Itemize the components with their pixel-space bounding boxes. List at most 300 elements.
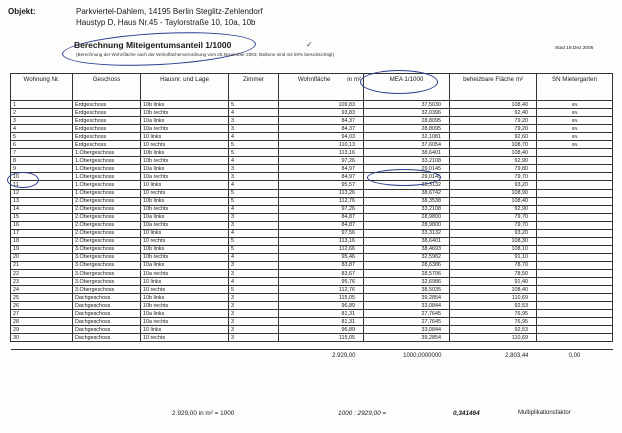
cell-wohnung-nr: 16 [11, 221, 73, 229]
table-row [11, 278, 613, 286]
cell-zimmer: 5 [229, 149, 279, 157]
cell-sn [537, 197, 613, 205]
document-subtitle: (Berechnung der Wohnfläche nach der Wohnflächenverordnung vom 25.November 2003; Balkone sind mit 50% berücksichtigt) [76, 52, 334, 57]
cell-geschoss: Erdgeschoss [73, 117, 141, 125]
cell-beheizbar: 91,40 [450, 278, 537, 286]
table-row [11, 221, 613, 229]
cell-mea: 33,0844 [364, 302, 450, 310]
cell-wohnflaeche: 81,31 [279, 310, 364, 318]
cell-mea: 37,5030 [364, 101, 450, 109]
cell-mea: 27,7645 [364, 318, 450, 326]
cell-sn: SN [537, 109, 613, 117]
cell-beheizbar: 79,70 [450, 173, 537, 181]
cell-sn: SN [537, 117, 613, 125]
unit-table [10, 73, 613, 362]
cell-wohnung-nr: 20 [11, 253, 73, 261]
cell-wohnflaeche: 84,97 [279, 165, 364, 173]
cell-wohnung-nr: 29 [11, 326, 73, 334]
cell-wohnung-nr: 18 [11, 237, 73, 245]
cell-sn [537, 245, 613, 253]
cell-wohnung-nr: 24 [11, 286, 73, 294]
cell-hausnr-lage: 10a rechts [141, 318, 229, 326]
cell-beheizbar: 76,95 [450, 310, 537, 318]
date-stamp: Stad 19.Dez.2005 [555, 46, 594, 51]
cell-beheizbar: 108,30 [450, 237, 537, 245]
cell-mea: 39,2854 [364, 294, 450, 302]
cell-mea: 32,0396 [364, 109, 450, 117]
table-row [11, 245, 613, 253]
document-title: Berechnung Miteigentumsanteil 1/1000 [74, 40, 232, 50]
cell-geschoss: 1.Obergeschoss [73, 165, 141, 173]
cell-geschoss: 3.Obergeschoss [73, 269, 141, 277]
cell-geschoss: 1.Obergeschoss [73, 157, 141, 165]
cell-wohnflaeche: 113,16 [279, 149, 364, 157]
col-wohnung: Wohnung Nr. [11, 74, 73, 101]
cell-hausnr-lage: 10a links [141, 310, 229, 318]
table-row [11, 157, 613, 165]
cell-zimmer: 4 [229, 253, 279, 261]
spacer-cell [537, 342, 613, 350]
cell-geschoss: 2.Obergeschoss [73, 213, 141, 221]
cell-mea: 28,8095 [364, 117, 450, 125]
cell-zimmer: 3 [229, 294, 279, 302]
cell-mea: 33,3132 [364, 181, 450, 189]
cell-sn [537, 269, 613, 277]
empty-cell [141, 350, 229, 363]
footer-formula-left: 2.929,00 in m² = 1000 [172, 410, 235, 417]
cell-zimmer: 3 [229, 221, 279, 229]
cell-wohnung-nr: 30 [11, 334, 73, 342]
col-wohnflaeche-label: Wohnfläche [297, 76, 331, 83]
cell-zimmer: 3 [229, 334, 279, 342]
cell-wohnflaeche: 83,67 [279, 269, 364, 277]
cell-sn [537, 318, 613, 326]
cell-hausnr-lage: 10b rechts [141, 109, 229, 117]
cell-sn [537, 165, 613, 173]
cell-hausnr-lage: 10 rechts [141, 189, 229, 197]
cell-wohnflaeche: 96,89 [279, 302, 364, 310]
table-row [11, 141, 613, 149]
spacer-cell [450, 342, 537, 350]
cell-beheizbar: 79,20 [450, 117, 537, 125]
cell-beheizbar: 76,95 [450, 318, 537, 326]
cell-zimmer: 3 [229, 213, 279, 221]
cell-hausnr-lage: 10b links [141, 197, 229, 205]
cell-wohnflaeche: 93,83 [279, 109, 364, 117]
col-sn: SN Mietergarten [537, 74, 613, 101]
cell-mea: 28,9800 [364, 221, 450, 229]
cell-wohnung-nr: 2 [11, 109, 73, 117]
col-geschoss: Geschoss [73, 74, 141, 101]
table-row [11, 310, 613, 318]
cell-hausnr-lage: 10a links [141, 213, 229, 221]
table-row [11, 197, 613, 205]
cell-hausnr-lage: 10 links [141, 326, 229, 334]
cell-beheizbar: 79,70 [450, 213, 537, 221]
cell-wohnflaeche: 95,76 [279, 278, 364, 286]
cell-mea: 38,6401 [364, 237, 450, 245]
cell-sn: SN [537, 125, 613, 133]
cell-wohnung-nr: 17 [11, 229, 73, 237]
cell-mea: 38,5035 [364, 286, 450, 294]
cell-hausnr-lage: 10b rechts [141, 205, 229, 213]
col-hausnr: Hausnr. und Lage [141, 74, 229, 101]
cell-beheizbar: 93,20 [450, 181, 537, 189]
row-9-ink-circle [7, 172, 39, 188]
cell-geschoss: Dachgeschoss [73, 302, 141, 310]
empty-cell [11, 350, 73, 363]
cell-wohnflaeche: 84,87 [279, 213, 364, 221]
cell-geschoss: 1.Obergeschoss [73, 189, 141, 197]
cell-sn [537, 237, 613, 245]
cell-zimmer: 5 [229, 189, 279, 197]
cell-hausnr-lage: 10 links [141, 278, 229, 286]
cell-sn [537, 261, 613, 269]
cell-hausnr-lage: 10 rechts [141, 334, 229, 342]
totals-row [11, 350, 613, 363]
cell-sn [537, 221, 613, 229]
cell-zimmer: 5 [229, 237, 279, 245]
cell-wohnung-nr: 10 [11, 173, 73, 181]
cell-mea: 33,0844 [364, 326, 450, 334]
cell-mea: 33,3132 [364, 229, 450, 237]
spacer-cell [73, 342, 141, 350]
cell-zimmer: 4 [229, 205, 279, 213]
cell-mea: 38,6742 [364, 189, 450, 197]
cell-beheizbar: 93,20 [450, 229, 537, 237]
cell-geschoss: Erdgeschoss [73, 101, 141, 109]
cell-wohnung-nr: 21 [11, 261, 73, 269]
cell-geschoss: 2.Obergeschoss [73, 229, 141, 237]
cell-sn: SN [537, 133, 613, 141]
cell-zimmer: 3 [229, 117, 279, 125]
cell-hausnr-lage: 10a links [141, 165, 229, 173]
cell-hausnr-lage: 10 links [141, 181, 229, 189]
mea-header-ink-circle [360, 70, 438, 94]
cell-zimmer: 3 [229, 302, 279, 310]
cell-zimmer: 3 [229, 125, 279, 133]
cell-wohnung-nr: 8 [11, 157, 73, 165]
spacer-cell [229, 342, 279, 350]
cell-hausnr-lage: 10 rechts [141, 237, 229, 245]
cell-hausnr-lage: 10 links [141, 229, 229, 237]
cell-beheizbar: 91,10 [450, 253, 537, 261]
cell-wohnflaeche: 115,05 [279, 294, 364, 302]
table-row [11, 117, 613, 125]
cell-hausnr-lage: 10b links [141, 101, 229, 109]
cell-mea: 27,7645 [364, 310, 450, 318]
cell-hausnr-lage: 10a rechts [141, 269, 229, 277]
cell-beheizbar: 92,40 [450, 109, 537, 117]
cell-wohnung-nr: 5 [11, 133, 73, 141]
cell-sn [537, 286, 613, 294]
cell-zimmer: 3 [229, 173, 279, 181]
cell-wohnung-nr: 23 [11, 278, 73, 286]
cell-sn [537, 302, 613, 310]
table-spacer-row [11, 342, 613, 350]
table-row [11, 173, 613, 181]
cell-wohnflaeche: 115,05 [279, 334, 364, 342]
cell-beheizbar: 92,60 [450, 133, 537, 141]
table-row [11, 334, 613, 342]
cell-zimmer: 4 [229, 278, 279, 286]
cell-wohnung-nr: 27 [11, 310, 73, 318]
table-row [11, 261, 613, 269]
value-ink-circle [367, 169, 441, 186]
cell-sn [537, 213, 613, 221]
cell-wohnung-nr: 4 [11, 125, 73, 133]
cell-mea: 33,2108 [364, 157, 450, 165]
cell-hausnr-lage: 10b rechts [141, 302, 229, 310]
cell-geschoss: Erdgeschoss [73, 125, 141, 133]
empty-cell [73, 350, 141, 363]
cell-hausnr-lage: 10 links [141, 133, 229, 141]
cell-mea: 29,0145 [364, 165, 450, 173]
col-wohnflaeche [279, 74, 364, 101]
table-row [11, 237, 613, 245]
cell-wohnflaeche: 109,83 [279, 101, 364, 109]
cell-beheizbar: 110,69 [450, 294, 537, 302]
cell-wohnflaeche: 84,87 [279, 221, 364, 229]
cell-hausnr-lage: 10a rechts [141, 173, 229, 181]
cell-beheizbar: 108,40 [450, 197, 537, 205]
table-row [11, 253, 613, 261]
cell-hausnr-lage: 10 rechts [141, 141, 229, 149]
cell-beheizbar: 108,70 [450, 141, 537, 149]
table-header-row [11, 74, 613, 101]
cell-wohnung-nr: 9 [11, 165, 73, 173]
table-row [11, 205, 613, 213]
table-row [11, 229, 613, 237]
cell-geschoss: 3.Obergeschoss [73, 286, 141, 294]
table-row [11, 294, 613, 302]
cell-wohnflaeche: 112,76 [279, 286, 364, 294]
cell-wohnung-nr: 25 [11, 294, 73, 302]
col-wohnflaeche-unit: in m² [347, 76, 361, 83]
cell-zimmer: 5 [229, 101, 279, 109]
cell-wohnung-nr: 22 [11, 269, 73, 277]
cell-zimmer: 4 [229, 181, 279, 189]
table-row [11, 149, 613, 157]
cell-wohnflaeche: 84,37 [279, 117, 364, 125]
cell-mea: 28,8095 [364, 125, 450, 133]
cell-mea: 37,6054 [364, 141, 450, 149]
cell-sn [537, 229, 613, 237]
cell-zimmer: 4 [229, 133, 279, 141]
cell-beheizbar: 79,80 [450, 165, 537, 173]
cell-wohnung-nr: 12 [11, 189, 73, 197]
cell-sn [537, 334, 613, 342]
footer-formula-mid: 1000 : 2929,00 = [338, 410, 387, 417]
cell-zimmer: 5 [229, 245, 279, 253]
cell-geschoss: 1.Obergeschoss [73, 149, 141, 157]
cell-hausnr-lage: 10 rechts [141, 286, 229, 294]
cell-wohnflaeche: 112,66 [279, 245, 364, 253]
cell-beheizbar: 92,90 [450, 157, 537, 165]
cell-geschoss: Dachgeschoss [73, 294, 141, 302]
cell-mea: 28,6386 [364, 261, 450, 269]
cell-beheizbar: 79,20 [450, 125, 537, 133]
cell-beheizbar: 108,40 [450, 101, 537, 109]
cell-zimmer: 5 [229, 286, 279, 294]
cell-geschoss: 2.Obergeschoss [73, 237, 141, 245]
cell-geschoss: 1.Obergeschoss [73, 173, 141, 181]
cell-zimmer: 4 [229, 109, 279, 117]
cell-mea: 32,6986 [364, 278, 450, 286]
cell-zimmer: 5 [229, 141, 279, 149]
cell-geschoss: 2.Obergeschoss [73, 197, 141, 205]
cell-zimmer: 5 [229, 197, 279, 205]
cell-geschoss: Dachgeschoss [73, 310, 141, 318]
table-row [11, 269, 613, 277]
cell-mea: 38,4693 [364, 245, 450, 253]
footer-factor: 0,341464 [453, 410, 480, 417]
cell-geschoss: Erdgeschoss [73, 109, 141, 117]
cell-mea: 29,0145 [364, 173, 450, 181]
total-sn: 0,00 [568, 353, 581, 360]
table-row [11, 326, 613, 334]
table-row [11, 125, 613, 133]
cell-geschoss: 1.Obergeschoss [73, 181, 141, 189]
cell-geschoss: Dachgeschoss [73, 334, 141, 342]
cell-hausnr-lage: 10a links [141, 261, 229, 269]
col-zimmer: Zimmer [229, 74, 279, 101]
cell-beheizbar: 92,90 [450, 205, 537, 213]
cell-geschoss: 3.Obergeschoss [73, 278, 141, 286]
address-line-2: Haustyp D, Haus Nr.45 - Taylorstraße 10, 10a, 10b [76, 18, 256, 27]
cell-mea: 32,1081 [364, 133, 450, 141]
table-row [11, 181, 613, 189]
cell-mea: 28,9800 [364, 213, 450, 221]
cell-beheizbar: 92,53 [450, 326, 537, 334]
cell-wohnflaeche: 94,03 [279, 133, 364, 141]
cell-wohnflaeche: 113,16 [279, 237, 364, 245]
cell-zimmer: 3 [229, 165, 279, 173]
cell-hausnr-lage: 10b links [141, 245, 229, 253]
cell-wohnflaeche: 83,87 [279, 261, 364, 269]
total-beheizbar: 2.803,44 [505, 353, 529, 360]
cell-wohnflaeche: 110,13 [279, 141, 364, 149]
spacer-cell [141, 342, 229, 350]
cell-beheizbar: 108,10 [450, 245, 537, 253]
cell-sn [537, 294, 613, 302]
cell-beheizbar: 108,90 [450, 189, 537, 197]
cell-mea: 28,5706 [364, 269, 450, 277]
cell-hausnr-lage: 10a rechts [141, 221, 229, 229]
cell-beheizbar: 78,70 [450, 261, 537, 269]
objekt-label: Objekt: [8, 7, 36, 16]
footer-factor-label: Multiplikationsfaktor [518, 410, 571, 416]
cell-mea: 38,3538 [364, 197, 450, 205]
spacer-cell [279, 342, 364, 350]
cell-sn [537, 326, 613, 334]
cell-geschoss: 2.Obergeschoss [73, 221, 141, 229]
cell-wohnflaeche: 96,89 [279, 326, 364, 334]
cell-wohnflaeche: 113,26 [279, 189, 364, 197]
cell-wohnflaeche: 95,57 [279, 181, 364, 189]
table-row [11, 165, 613, 173]
table-row [11, 302, 613, 310]
cell-sn [537, 181, 613, 189]
check-mark-icon: ✓ [306, 40, 313, 49]
cell-mea: 39,2854 [364, 334, 450, 342]
cell-hausnr-lage: 10a rechts [141, 125, 229, 133]
cell-hausnr-lage: 10b links [141, 294, 229, 302]
cell-wohnflaeche: 112,76 [279, 197, 364, 205]
cell-zimmer: 3 [229, 318, 279, 326]
cell-mea: 38,6401 [364, 149, 450, 157]
cell-zimmer: 3 [229, 269, 279, 277]
table-row [11, 318, 613, 326]
cell-wohnflaeche: 81,31 [279, 318, 364, 326]
cell-geschoss: 3.Obergeschoss [73, 245, 141, 253]
cell-wohnung-nr: 14 [11, 205, 73, 213]
cell-sn [537, 157, 613, 165]
cell-wohnung-nr: 3 [11, 117, 73, 125]
cell-wohnung-nr: 6 [11, 141, 73, 149]
cell-zimmer: 4 [229, 229, 279, 237]
col-mea: MEA 1/1000 [364, 74, 450, 101]
cell-wohnung-nr: 28 [11, 318, 73, 326]
cell-sn [537, 310, 613, 318]
cell-wohnflaeche: 97,26 [279, 157, 364, 165]
table-row [11, 133, 613, 141]
total-mea: 1000,0000000 [403, 353, 442, 360]
cell-wohnflaeche: 97,56 [279, 229, 364, 237]
cell-beheizbar: 108,40 [450, 149, 537, 157]
cell-sn [537, 173, 613, 181]
cell-wohnung-nr: 11 [11, 181, 73, 189]
cell-zimmer: 3 [229, 261, 279, 269]
total-wohnflaeche: 2.929,00 [332, 353, 356, 360]
spacer-cell [11, 342, 73, 350]
cell-beheizbar: 79,70 [450, 221, 537, 229]
cell-hausnr-lage: 10b rechts [141, 157, 229, 165]
cell-hausnr-lage: 10b rechts [141, 253, 229, 261]
table-row [11, 109, 613, 117]
table-row [11, 101, 613, 109]
cell-geschoss: Erdgeschoss [73, 133, 141, 141]
cell-geschoss: Dachgeschoss [73, 318, 141, 326]
cell-zimmer: 3 [229, 310, 279, 318]
cell-mea: 33,2108 [364, 205, 450, 213]
table-row [11, 213, 613, 221]
cell-sn [537, 189, 613, 197]
cell-zimmer: 3 [229, 326, 279, 334]
cell-zimmer: 4 [229, 157, 279, 165]
col-beheizbar: beheizbare Fläche m² [450, 74, 537, 101]
cell-wohnflaeche: 84,97 [279, 173, 364, 181]
address-line-1: Parkviertel-Dahlem, 14195 Berlin Steglitz-Zehlendorf [76, 7, 263, 16]
table-row [11, 189, 613, 197]
cell-wohnung-nr: 13 [11, 197, 73, 205]
spacer-cell [364, 342, 450, 350]
empty-cell [229, 350, 279, 363]
cell-geschoss: 2.Obergeschoss [73, 205, 141, 213]
cell-wohnflaeche: 97,26 [279, 205, 364, 213]
cell-wohnflaeche: 84,37 [279, 125, 364, 133]
cell-beheizbar: 92,53 [450, 302, 537, 310]
cell-sn [537, 149, 613, 157]
cell-sn [537, 253, 613, 261]
cell-sn [537, 278, 613, 286]
cell-mea: 32,5962 [364, 253, 450, 261]
cell-wohnung-nr: 15 [11, 213, 73, 221]
cell-beheizbar: 110,69 [450, 334, 537, 342]
table-row [11, 286, 613, 294]
cell-sn: SN [537, 101, 613, 109]
cell-beheizbar: 78,50 [450, 269, 537, 277]
